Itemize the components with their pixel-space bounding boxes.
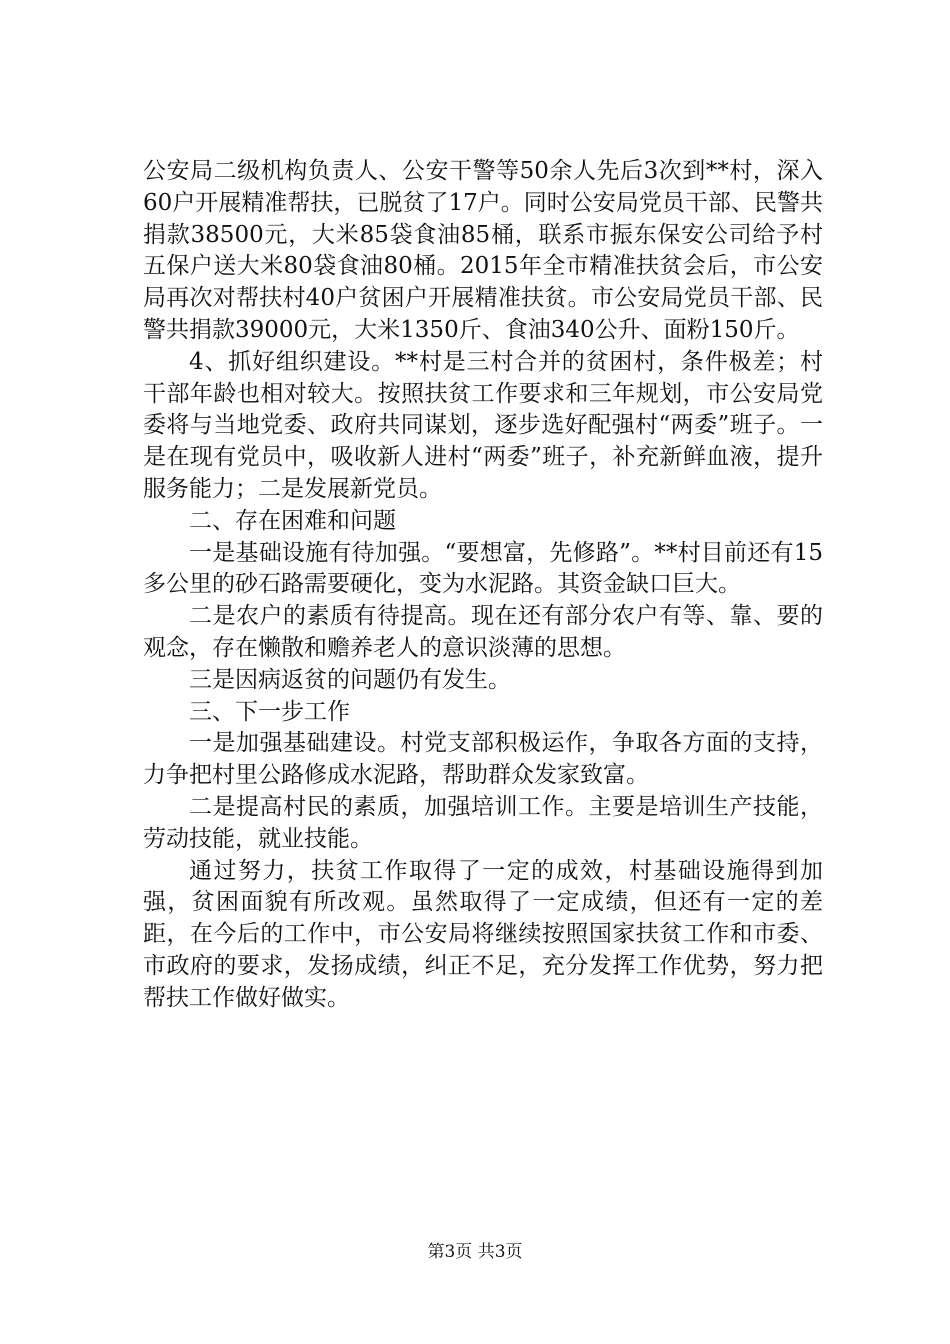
paragraph-infrastructure: 一是基础设施有待加强。“要想富，先修路”。**村目前还有15多公里的砂石路需要硬化，变为水泥路。其资金缺口巨大。 bbox=[143, 539, 823, 598]
section-heading-next-steps: 三、下一步工作 bbox=[189, 698, 350, 725]
paragraph-villager-training: 二是提高村民的素质，加强培训工作。主要是培训生产技能，劳动技能，就业技能。 bbox=[143, 793, 823, 852]
document-body bbox=[143, 156, 823, 1015]
paragraph-conclusion: 通过努力，扶贫工作取得了一定的成效，村基础设施得到加强，贫困面貌有所改观。虽然取得了一定成绩，但还有一定的差距，在今后的工作中，市公安局将继续按照国家扶贫工作和市委、市政府的要求，发扬成绩，纠正不足，充分发挥工作优势，努力把帮扶工作做好做实。 bbox=[143, 857, 823, 1011]
paragraph-basic-construction: 一是加强基础建设。村党支部积极运作，争取各方面的支持，力争把村里公路修成水泥路，帮助群众发家致富。 bbox=[143, 730, 823, 789]
paragraph-farmer-quality: 二是农户的素质有待提高。现在还有部分农户有等、靠、要的观念，存在懒散和赡养老人的意识淡薄的思想。 bbox=[143, 603, 823, 661]
paragraph-illness-poverty: 三是因病返贫的问题仍有发生。 bbox=[189, 666, 511, 693]
section-heading-problems: 二、存在困难和问题 bbox=[189, 507, 396, 534]
page-number-footer: 第3页 共3页 bbox=[427, 1242, 523, 1262]
paragraph-poverty-relief-results: 公安局二级机构负责人、公安干警等50余人先后3次到**村，深入60户开展精准帮扶，已脱贫了17户。同时公安局党员干部、民警共捐款38500元，大米85袋食油85桶，联系市振东保安公司给予村五保户送大米80袋食油80桶。2015年全市精准扶贫会后，市公安局再次对帮扶村40户贫困户开展精准扶贫。市公安局党员干部、民警共捐款39000元，大米1350斤、食油340公升、面粉150斤。 bbox=[143, 158, 823, 343]
paragraph-organization-building: 4、抓好组织建设。**村是三村合并的贫困村，条件极差；村干部年龄也相对较大。按照扶贫工作要求和三年规划，市公安局党委将与当地党委、政府共同谋划，逐步选好配强村“两委”班子。一是在现有党员中，吸收新人进村“两委”班子，补充新鲜血液，提升服务能力；二是发展新党员。 bbox=[143, 348, 823, 502]
